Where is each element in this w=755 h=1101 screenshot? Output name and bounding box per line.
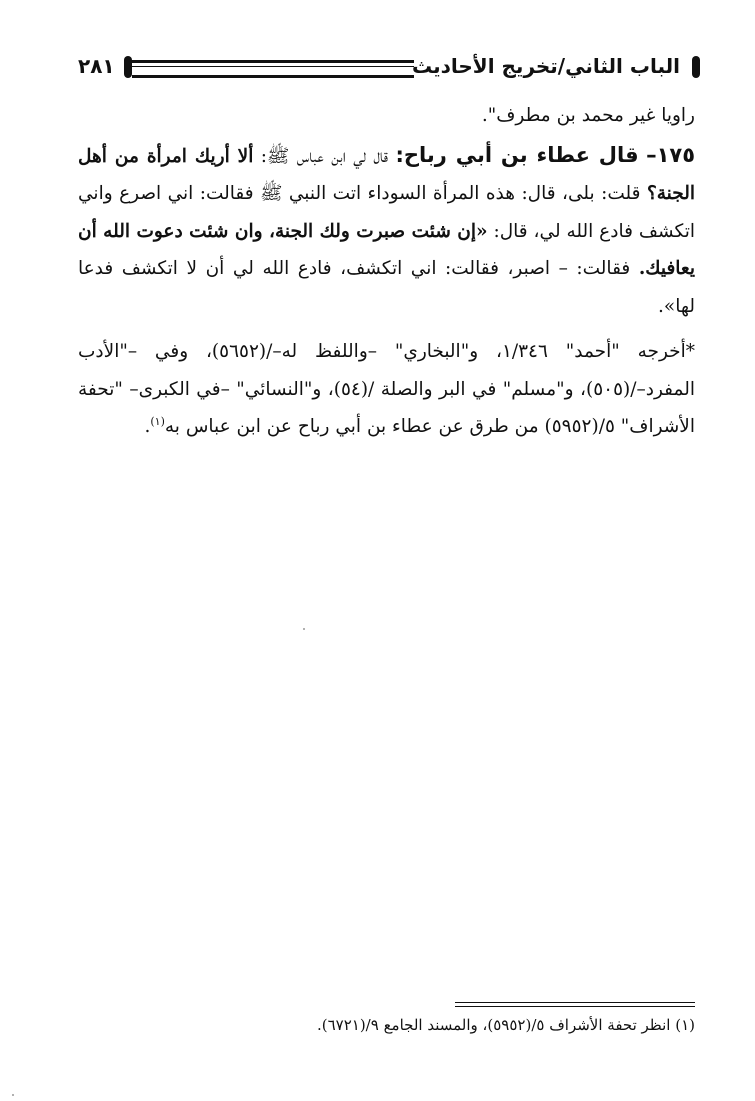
- header-ornament-right: [692, 56, 700, 78]
- hadith-text-part1: قال لي ابن عباس ﷺ:: [260, 145, 389, 167]
- lead-line: راويا غير محمد بن مطرف".: [481, 105, 695, 126]
- footnote-1: (١) انظر تحفة الأشراف ٥/(٥٩٥٢)، والمسند الجامع ٩/(٦٧٢١).: [316, 1016, 695, 1034]
- hadith-prophet-quote: «إن شئت صبرت ولك الجنة، وان شئت دعوت الله أن يعافيك.: [78, 220, 695, 279]
- hadith-question: ألا أريك امرأة من أهل الجنة؟: [78, 145, 695, 204]
- footnote-separator-secondary: [455, 1006, 695, 1007]
- footnote-marker: (١): [150, 414, 165, 428]
- hadith-text-part2: قلت: بلى، قال: هذه المرأة السوداء اتت النبي ﷺ فقالت: اني اصرع واني اتكشف فادع الله لي، قال:: [78, 183, 695, 242]
- hadith-number: ١٧٥–: [646, 142, 696, 167]
- hadith-paragraph: [78, 137, 695, 326]
- hadith-text-part3: فقالت: – اصبر، فقالت: اني اتكشف، فادع الله لي أن لا اتكشف فدعا لها».: [78, 258, 695, 317]
- page-number: ٢٨١: [78, 54, 115, 78]
- header-ornament-left: [124, 56, 132, 78]
- header-rule: [132, 60, 414, 78]
- takhrij-paragraph: [78, 333, 695, 446]
- chapter-title: الباب الثاني/تخريج الأحاديث: [411, 54, 680, 78]
- takhrij-end: .: [144, 416, 151, 437]
- footnote-separator: [455, 1002, 695, 1003]
- takhrij-text: *أخرجه "أحمد" ١/٣٤٦، و"البخاري" –واللفظ له–/(٥٦٥٢)، وفي –"الأدب المفرد–/(٥٠٥)، و"مسلم" في البر والصلة /(٥٤)، و"النسائي" –في الكبرى– "تحفة الأشراف" ٥/(٥٩٥٢) من طرق عن عطاء بن أبي رباح عن ابن عباس به: [78, 341, 695, 437]
- scan-speck: [303, 628, 305, 630]
- page-body: [78, 97, 695, 446]
- hadith-narrator: قال عطاء بن أبي رباح:: [395, 142, 639, 167]
- running-header: [70, 50, 700, 90]
- scan-speck: [12, 1094, 14, 1096]
